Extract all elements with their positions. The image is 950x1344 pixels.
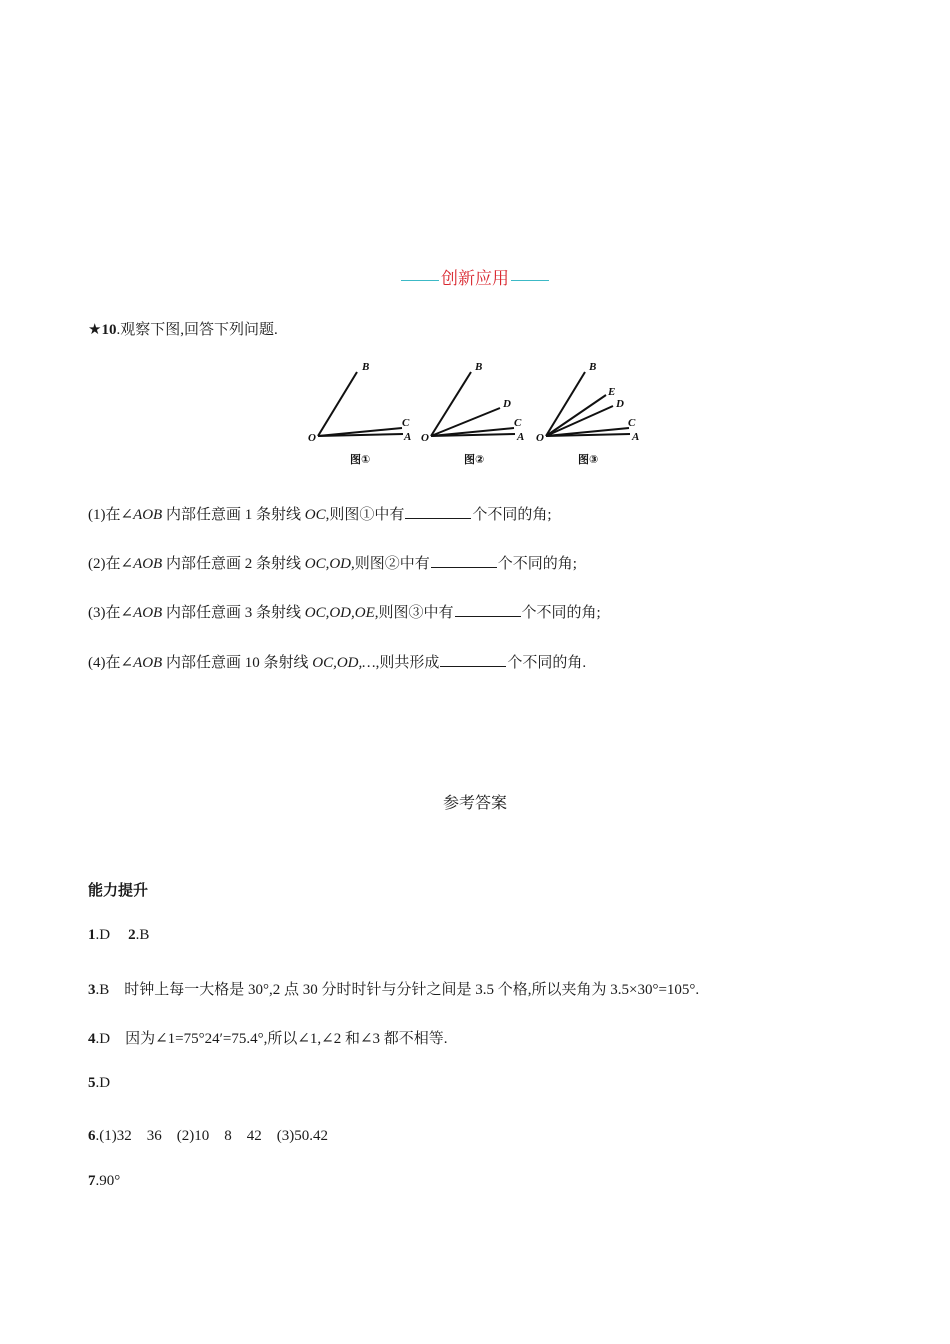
- fig1-label-c: C: [402, 417, 410, 429]
- answer-text: .90°: [95, 1173, 121, 1189]
- question-10-stem: [88, 318, 278, 339]
- angle-name: AOB: [133, 556, 163, 572]
- part-tail: 个不同的角.: [507, 655, 587, 671]
- answer-number: 3: [88, 982, 96, 998]
- answer-text: .B: [135, 927, 150, 943]
- answer-number: 2: [128, 927, 136, 943]
- answer-row-6: [88, 1124, 328, 1145]
- part-middle: 内部任意画 3 条射线: [162, 605, 305, 621]
- star-icon: ★: [88, 322, 102, 338]
- answer-text: .D 因为∠1=75°24′=75.4°,所以∠1,∠2 和∠3 都不相等.: [95, 1031, 448, 1047]
- answer-blank[interactable]: [405, 504, 471, 519]
- answer-number: 5: [88, 1075, 96, 1091]
- sub-question-4: [88, 651, 586, 672]
- answer-number: 7: [88, 1173, 96, 1189]
- ray-names: OC,OD: [304, 556, 352, 572]
- fig3-label-d: D: [616, 398, 624, 410]
- part-post: ,则图①中有: [325, 507, 405, 523]
- answer-text: .B 时钟上每一大格是 30°,2 点 30 分时时针与分针之间是 3.5 个格,所以夹角为 3.5×30°=105°.: [95, 982, 700, 998]
- fig3-label-c: C: [628, 417, 636, 429]
- angle-figures: [300, 355, 660, 475]
- part-tail: 个不同的角;: [497, 556, 577, 572]
- fig2-label-b: B: [475, 361, 483, 373]
- question-text: .观察下图,回答下列问题.: [116, 322, 278, 338]
- fig2-caption: 图②: [464, 453, 485, 466]
- fig3-label-b: B: [589, 361, 597, 373]
- section-title: [0, 264, 950, 289]
- fig1-label-o: O: [308, 432, 316, 444]
- fig2-label-c: C: [514, 417, 522, 429]
- angle-name: AOB: [133, 605, 163, 621]
- answer-row-3: [88, 978, 699, 999]
- part-prefix: (3)在∠: [88, 605, 134, 621]
- answer-number: 6: [88, 1128, 96, 1144]
- part-prefix: (1)在∠: [88, 507, 134, 523]
- fig2-label-a: A: [517, 431, 525, 443]
- answer-row-1-2: [88, 927, 149, 944]
- answer-blank[interactable]: [431, 553, 497, 568]
- fig1-caption: 图①: [350, 453, 371, 466]
- question-number: 10: [101, 322, 117, 338]
- title-rule-left: [401, 280, 439, 281]
- section-title-text: 创新应用: [441, 269, 509, 288]
- answer-number: 1: [88, 927, 96, 943]
- part-tail: 个不同的角;: [472, 507, 552, 523]
- part-prefix: (4)在∠: [88, 655, 134, 671]
- answer-row-5: [88, 1075, 110, 1092]
- part-post: ,则图③中有: [374, 605, 454, 621]
- angle-name: AOB: [133, 655, 163, 671]
- ray-names: OC,OD,…: [312, 655, 376, 671]
- answer-text: .D: [95, 927, 111, 943]
- title-rule-right: [511, 280, 549, 281]
- answer-text: .D: [95, 1075, 111, 1091]
- fig2-label-o: O: [421, 432, 429, 444]
- part-middle: 内部任意画 2 条射线: [162, 556, 305, 572]
- fig1-label-b: B: [362, 361, 370, 373]
- part-prefix: (2)在∠: [88, 556, 134, 572]
- answer-row-4: [88, 1027, 448, 1048]
- answer-text: .(1)32 36 (2)10 8 42 (3)50.42: [95, 1128, 328, 1144]
- answers-title: 参考答案: [442, 795, 507, 812]
- fig3-label-a: A: [632, 431, 640, 443]
- part-tail: 个不同的角;: [521, 605, 601, 621]
- sub-question-3: [88, 601, 601, 622]
- sub-question-2: [88, 552, 577, 573]
- part-post: ,则图②中有: [351, 556, 430, 572]
- fig3-label-o: O: [536, 432, 544, 444]
- part-middle: 内部任意画 1 条射线: [162, 507, 305, 523]
- answers-heading: 能力提升: [88, 881, 149, 899]
- fig2-label-d: D: [503, 398, 511, 410]
- answer-blank[interactable]: [455, 602, 521, 617]
- part-middle: 内部任意画 10 条射线: [162, 655, 313, 671]
- fig1-label-a: A: [404, 431, 412, 443]
- answer-row-7: [88, 1173, 120, 1190]
- answer-blank[interactable]: [440, 652, 506, 667]
- fig3-label-e: E: [608, 386, 616, 398]
- angle-name: AOB: [133, 507, 163, 523]
- figure-1: [318, 372, 403, 436]
- sub-question-1: [88, 503, 552, 524]
- ray-names: OC,OD,OE: [304, 605, 375, 621]
- part-post: ,则共形成: [375, 655, 440, 671]
- fig3-caption: 图③: [578, 453, 599, 466]
- answer-number: 4: [88, 1031, 96, 1047]
- ray-names: OC: [304, 507, 326, 523]
